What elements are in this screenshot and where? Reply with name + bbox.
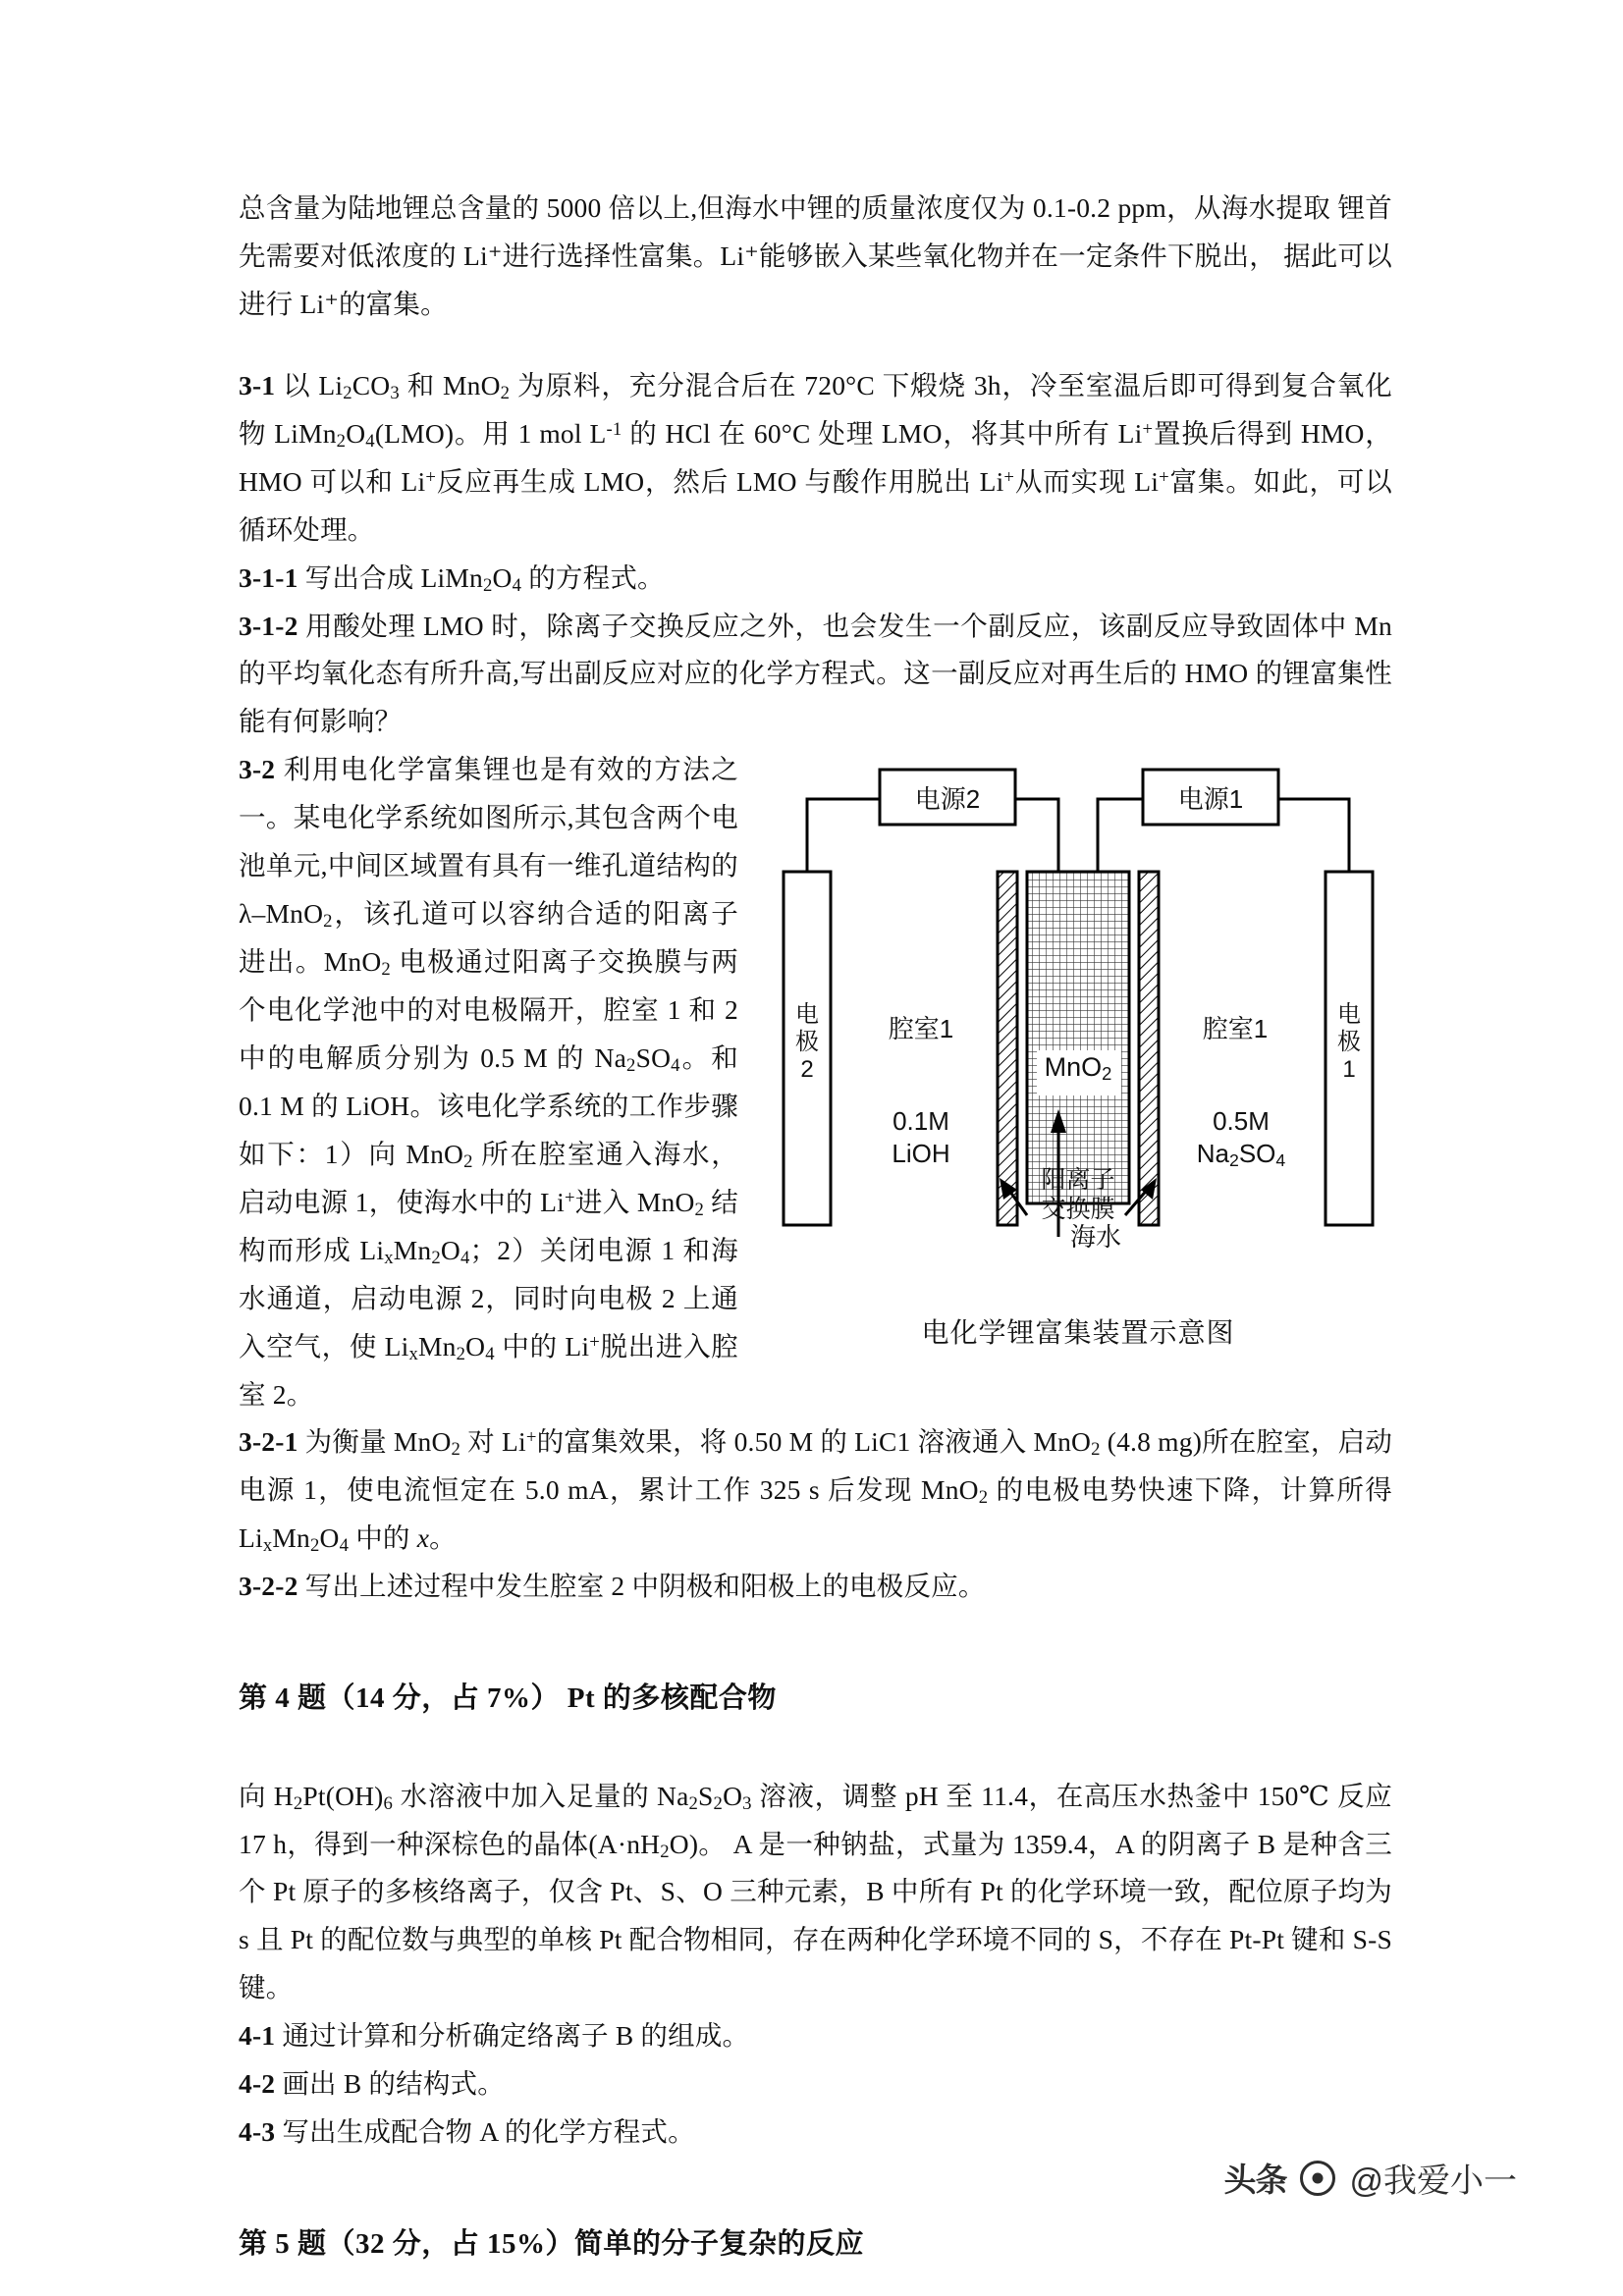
q31-seg9: 从而实现 Li: [1014, 465, 1160, 497]
q32-p3: 电极通过阳离子交换膜与两个电化学池中的对电极隔开，腔室 1 和 2 中的电解质分别为 0.5 M 的 Na: [239, 946, 738, 1073]
power-supply-1-label: 电源1: [1177, 783, 1244, 814]
left-electrolyte-formula: LiOH: [892, 1138, 950, 1168]
q32-p4: 。和 0.1 M 的 LiOH。该电化学系统的工作步骤如下：1）向 MnO: [239, 1041, 738, 1169]
q32-p7-mid2: O: [440, 1234, 460, 1265]
q321-p1-sub: 2: [451, 1439, 461, 1461]
question-3-1-2: [239, 603, 1392, 747]
question-3-1-1-text: [304, 561, 665, 596]
question-4-2-label: 4-2: [239, 2068, 276, 2100]
watermark-logo: 头条: [1223, 2162, 1287, 2198]
q4-p2-mid2: O: [723, 1780, 743, 1811]
electrode-1-char-2: 极: [1337, 1028, 1361, 1055]
question-3-2-2: [239, 1563, 1392, 1611]
cation-exchange-membrane-left: [998, 872, 1017, 1225]
question-4-body: [239, 1773, 1392, 2013]
q32-p9: 中的 Li: [494, 1330, 590, 1362]
q32-p5: 所在腔室通入海水，启动电源 1，使海水中的 Li: [239, 1138, 739, 1217]
q32-p6: 进入 MnO: [574, 1186, 695, 1217]
intro-line-3: 据此可以进行 Li⁺的富集。: [239, 240, 1392, 319]
q32-p7-sub4: 4: [460, 1247, 470, 1268]
q31-sup-plus4: +: [1159, 466, 1169, 488]
q321-p4-sub: 2: [978, 1487, 989, 1509]
q321-p5-sub2: 2: [310, 1535, 320, 1557]
chamber-left-label: 腔室1: [888, 1014, 954, 1044]
q32-p2-sub: 2: [381, 959, 391, 981]
question-5-heading: 第 5 题（32 分，占 15%）简单的分子复杂的反应: [239, 2228, 865, 2261]
q32-p3-mid: SO: [635, 1041, 672, 1073]
electrode-1-label: [1325, 1001, 1373, 1083]
mno2-label: [1029, 1052, 1127, 1085]
q31-seg2: 和 MnO: [399, 369, 501, 400]
right-electrolyte-conc: 0.5M: [1213, 1106, 1270, 1137]
q31-sub-mno2: 2: [500, 382, 511, 403]
q31-seg0: 以 Li: [283, 369, 344, 400]
question-3-1: [239, 362, 1392, 555]
q321-p3-sub: 2: [1091, 1439, 1101, 1461]
question-3-1-2-text: 用酸处理 LMO 时，除离子交换反应之外，也会发生一个副反应，该副反应导致固体中 Mn 的平均氧化态有所升高,写出副反应对应的化学方程式。这一副反应对再生后的 HMO 的锂富集性能有何影响？: [239, 610, 1392, 737]
electrode-1-char-1: 电: [1337, 1001, 1361, 1029]
left-electrolyte-conc: 0.1M: [893, 1106, 949, 1137]
figure-container: [764, 756, 1392, 1351]
wire-ps2-to-electrode2: [807, 799, 880, 872]
q4-p1: 向 H: [239, 1780, 294, 1811]
question-4-3-text: 写出生成配合物 A 的化学方程式。: [282, 2116, 695, 2148]
q31-sub-co3: 3: [390, 382, 400, 403]
q32-p7-sub2: 2: [431, 1247, 441, 1268]
wire-ps1-to-electrode1: [1278, 799, 1349, 872]
q4-p1-sub: 2: [293, 1792, 303, 1814]
electrode-2-label: [784, 1001, 831, 1083]
q31-seg1: CO: [352, 369, 391, 400]
figure-caption: 电化学锂富集装置示意图: [921, 1318, 1235, 1350]
q32-p10: 脱出进入腔室 2。: [239, 1330, 738, 1410]
right-electrolyte-formula: [1163, 1138, 1320, 1171]
seawater-label: 海水: [1070, 1223, 1122, 1253]
q321-p5-subx: x: [262, 1535, 273, 1557]
electrode-2-char-2: 极: [795, 1028, 819, 1055]
q32-p9-sup: +: [589, 1331, 600, 1353]
q32-p8-subx: x: [408, 1343, 419, 1364]
question-3-1-text: [239, 370, 1392, 545]
question-4-2: [239, 2060, 1392, 2109]
question-4-1-label: 4-1: [239, 2020, 276, 2052]
document-content: [239, 185, 1392, 2267]
q321-p6: 中的: [349, 1522, 417, 1554]
question-3-2-label: 3-2: [239, 754, 276, 785]
q32-p1: 利用电化学富集锂也是有效的方法之一。某电化学系统如图所示,其包含两个电池单元,中间区域置有具有一维孔道结构的λ–MnO: [239, 754, 738, 930]
q321-p5-mid: Mn: [272, 1522, 310, 1554]
q4-p3: 溶液，调整 pH 至 11.4，在高压水热釜中 150℃ 反应 17 h，得到一种深棕色的晶体(A·nH: [239, 1780, 1392, 1859]
membrane-label-line-1: 阳离子: [1041, 1167, 1115, 1195]
q31-sub-mn2: 2: [336, 430, 347, 452]
cation-exchange-membrane-right: [1139, 872, 1159, 1225]
q32-p8-mid: Mn: [418, 1330, 457, 1362]
question-4-2-text: 画出 B 的结构式。: [282, 2068, 505, 2100]
q32-p7-mid: Mn: [393, 1234, 432, 1265]
mno2-electrode-block: [1027, 872, 1129, 1203]
q31-sup-minus1: -1: [606, 418, 622, 440]
re-na: Na: [1196, 1138, 1229, 1168]
q311-prefix: 写出合成 LiMn: [304, 561, 483, 593]
membrane-label-line-2: 交换膜: [1041, 1197, 1115, 1224]
q321-p5: 的电极电势快速下降，计算所得 Li: [239, 1474, 1392, 1554]
q32-p8-sub4: 4: [485, 1343, 495, 1364]
q31-seg4: O: [346, 417, 366, 449]
q31-sup-plus3: +: [1003, 466, 1015, 488]
q321-p2: 对 Li: [460, 1426, 526, 1458]
q32-p3-sub2: 4: [671, 1055, 680, 1077]
question-3-2-2-label: 3-2-2: [239, 1571, 298, 1602]
q4-p2-sub2b: 2: [713, 1792, 724, 1814]
q4-p2-mid: S: [698, 1780, 714, 1811]
q32-p8-mid2: O: [465, 1330, 486, 1362]
q321-p5-sub4: 4: [339, 1535, 350, 1557]
q311-suffix: 的方程式。: [521, 561, 665, 593]
question-4-1-text: 通过计算和分析确定络离子 B 的组成。: [282, 2020, 750, 2052]
q321-p4: (4.8 mg)所在腔室，启动电源 1，使电流恒定在 5.0 mA，累计工作 325 s 后发现 MnO: [239, 1426, 1393, 1506]
question-3-2-text: [239, 754, 738, 1409]
q4-p1b: Pt(OH): [302, 1780, 384, 1811]
watermark: [1223, 2154, 1517, 2202]
electrode-2-char-3: 2: [800, 1055, 814, 1083]
re-sub2: 4: [1275, 1149, 1286, 1170]
mno2-label-text: MnO: [1044, 1052, 1103, 1083]
q32-p3-sub1: 2: [626, 1055, 636, 1077]
q4-p1-sub6: 6: [383, 1792, 394, 1814]
question-4-3: [239, 2109, 1392, 2157]
q321-p5-mid2: O: [319, 1522, 340, 1554]
watermark-dot-icon: [1300, 2161, 1335, 2196]
power-supply-2-label: 电源2: [914, 783, 981, 814]
q31-seg3: 为原料，充分混合后在 720°C 下煅烧 3h，冷至室温后即可得到复合氧化物 LiMn: [239, 369, 1392, 449]
question-3-1-2-label: 3-1-2: [239, 610, 298, 641]
question-3-2-block: [239, 746, 1392, 1563]
q32-p5-sup: +: [564, 1187, 575, 1208]
cation-exchange-membrane-label: [1017, 1166, 1139, 1225]
q4-p4: O)。 A 是一种钠盐，式量为 1359.4，A 的阴离子 B 是种含三个 Pt 原子的多核络离子，仅含 Pt、S、O 三种元素，B 中所有 Pt 的化学环境一致，配位原子均为 s 且 Pt 的配位数与典型的单核 Pt 配合物相同，存在两种化学环境不同的 S，不存在 Pt-Pt 键和 S-S 键。: [239, 1828, 1392, 2003]
question-3-2-2-text: 写出上述过程中发生腔室 2 中阴极和阳极上的电极反应。: [304, 1571, 986, 1602]
electrochemical-lithium-enrichment-diagram: [764, 756, 1392, 1306]
q32-p8: ；2）关闭电源 1 和海水通道，启动电源 2，同时向电极 2 上通入空气，使 Li: [239, 1234, 738, 1362]
q321-x-variable: x: [416, 1522, 430, 1554]
question-4-3-label: 4-3: [239, 2116, 276, 2148]
q32-p4-sub: 2: [463, 1150, 473, 1172]
chamber-right-label: 腔室1: [1202, 1014, 1269, 1044]
question-3-2-1-label: 3-2-1: [239, 1426, 298, 1458]
q4-p3-sub: 2: [660, 1841, 670, 1862]
q32-p6-sub: 2: [694, 1199, 705, 1220]
question-3-1-label: 3-1: [239, 369, 276, 400]
q31-sup-plus1: +: [1142, 418, 1154, 440]
q4-p2-sub3: 3: [742, 1792, 752, 1814]
q31-sup-plus2: +: [425, 466, 437, 488]
question-3-2-1: [239, 1418, 1392, 1563]
question-3-2-1-text: [239, 1426, 1393, 1557]
question-4-1: [239, 2012, 1392, 2060]
wire-ps1-to-mno2: [1098, 799, 1143, 872]
q32-p7-subx: x: [384, 1247, 394, 1268]
q32-p7: 结构而形成 Li: [239, 1186, 738, 1265]
q31-sub-o4: 4: [365, 430, 375, 452]
q32-p1-sub: 2: [323, 911, 333, 933]
q321-p3: 的富集效果，将 0.50 M 的 LiC1 溶液通入 MnO: [536, 1426, 1092, 1458]
q321-p7: 。: [429, 1522, 457, 1554]
q4-p2: 水溶液中加入足量的 Na: [393, 1780, 689, 1811]
question-3-1-1-label: 3-1-1: [239, 561, 298, 593]
q321-p1: 为衡量 MnO: [304, 1426, 452, 1458]
electrode-1-char-3: 1: [1342, 1055, 1356, 1083]
q31-seg6: 的 HCl 在 60°C 处理 LMO，将其中所有 Li: [622, 417, 1143, 449]
q32-p2: ，该孔道可以容纳合适的阳离子进出。MnO: [239, 898, 738, 978]
intro-paragraph: [239, 185, 1392, 329]
re-so: SO: [1238, 1138, 1276, 1168]
wire-ps2-to-mno2: [1015, 799, 1058, 872]
left-electrolyte-label: [848, 1105, 994, 1169]
q311-sub2: 4: [512, 574, 522, 596]
intro-line-1: 总含量为陆地锂总含量的 5000 倍以上,但海水中锂的质量浓度仅为 0.1-0.2 ppm，从海水提取: [239, 192, 1331, 223]
mno2-label-sub: 2: [1102, 1063, 1112, 1085]
intro-line-2: 锂首先需要对低浓度的 Li⁺进行选择性富集。Li⁺能够嵌入某些氧化物并在一定条件下脱出，: [239, 192, 1392, 271]
q31-seg8: 反应再生成 LMO，然后 LMO 与酸作用脱出 Li: [436, 465, 1004, 497]
q31-seg10: 富集。如此，可以循环处理。: [239, 465, 1393, 545]
q31-sub-li2: 2: [343, 382, 352, 403]
question-3-1-1: [239, 555, 1392, 603]
q321-p2-sup: +: [525, 1427, 537, 1449]
question-4-heading: 第 4 题（14 分，占 7%） Pt 的多核配合物: [239, 1682, 777, 1715]
electrode-2-char-1: 电: [795, 1001, 819, 1029]
q31-seg5: (LMO)。用 1 mol L: [374, 417, 607, 449]
q311-sub1: 2: [482, 574, 493, 596]
watermark-handle: @我爱小一: [1349, 2163, 1517, 2200]
q311-mid: O: [492, 561, 513, 593]
re-sub1: 2: [1228, 1149, 1239, 1170]
q31-seg7: 置换后得到 HMO，HMO 可以和 Li: [239, 417, 1393, 497]
right-electrolyte-label: [1163, 1105, 1320, 1170]
q4-p2-sub2: 2: [688, 1792, 699, 1814]
q32-p8-sub2: 2: [456, 1343, 466, 1364]
